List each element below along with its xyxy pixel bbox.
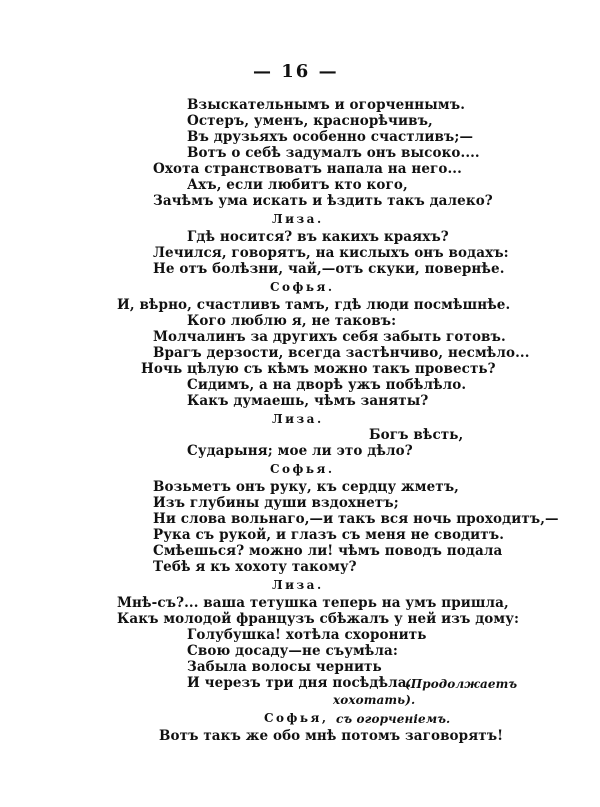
verse-line: Ни слова вольнаго,—и такъ вся ночь проходитъ,—	[153, 511, 559, 527]
speaker-name: Софья.	[270, 280, 335, 294]
verse-line: Въ друзьяхъ особенно счастливъ;—	[187, 129, 474, 145]
verse-line: Охота странствоватъ напала на него...	[153, 161, 462, 177]
verse-line: И черезъ три дня посѣдѣла.	[187, 675, 412, 691]
speaker-name: Лиза.	[272, 212, 324, 226]
verse-line: Тебѣ я къ хохоту такому?	[153, 559, 357, 575]
verse-line: Молчалинъ за другихъ себя забыть готовъ.	[153, 329, 506, 345]
verse-line: Сударыня; мое ли это дѣло?	[187, 443, 413, 459]
verse-line: Лечился, говорятъ, на кислыхъ онъ водахъ:	[153, 245, 509, 261]
stage-direction: (Продолжаетъ	[405, 677, 518, 691]
verse-line: И, вѣрно, счастливъ тамъ, гдѣ люди посмѣшнѣе.	[117, 297, 511, 313]
speaker-name: Софья,	[264, 711, 329, 725]
verse-line: Какъ думаешь, чѣмъ заняты?	[187, 393, 429, 409]
stage-direction: съ огорченіемъ.	[336, 712, 451, 726]
verse-line: Какъ молодой французъ сбѣжалъ у ней изъ дому:	[117, 611, 520, 627]
verse-line: Кого люблю я, не таковъ:	[187, 313, 397, 329]
verse-line: Рука съ рукой, и глазъ съ меня не сводитъ.	[153, 527, 504, 543]
verse-line: Забыла волосы чернить	[187, 659, 382, 675]
verse-line: Богъ вѣсть,	[369, 427, 464, 443]
verse-line: Зачѣмъ ума искать и ѣздить такъ далеко?	[153, 193, 493, 209]
verse-line: Мнѣ-съ?... ваша тетушка теперь на умъ пришла,	[117, 595, 509, 611]
speaker-name: Софья.	[270, 462, 335, 476]
verse-line: Сидимъ, а на дворѣ ужъ побѣлѣло.	[187, 377, 467, 393]
verse-line: Гдѣ носится? въ какихъ краяхъ?	[187, 229, 449, 245]
verse-line: Смѣешься? можно ли! чѣмъ поводъ подала	[153, 543, 503, 559]
verse-line: Врагъ дерзости, всегда застѣнчиво, несмѣло...	[153, 345, 530, 361]
verse-line: Ночь цѣлую съ кѣмъ можно такъ провесть?	[141, 361, 496, 377]
verse-line: Взыскательнымъ и огорченнымъ.	[187, 97, 465, 113]
verse-line: Голубушка! хотѣла схоронить	[187, 627, 427, 643]
verse-line: Ахъ, если любитъ кто кого,	[187, 177, 408, 193]
page-number: — 16 —	[253, 61, 339, 82]
verse-line: Свою досаду—не съумѣла:	[187, 643, 398, 659]
verse-line: Возьметъ онъ руку, къ сердцу жметъ,	[153, 479, 459, 495]
verse-line: Вотъ о себѣ задумалъ онъ высоко....	[187, 145, 480, 161]
speaker-name: Лиза.	[272, 578, 324, 592]
stage-direction: хохотать).	[333, 693, 416, 707]
verse-line: Вотъ такъ же обо мнѣ потомъ заговорятъ!	[159, 728, 504, 744]
verse-line: Изъ глубины души вздохнетъ;	[153, 495, 399, 511]
verse-line: Остеръ, уменъ, краснорѣчивъ,	[187, 113, 433, 129]
speaker-name: Лиза.	[272, 412, 324, 426]
verse-line: Не отъ болѣзни, чай,—отъ скуки, повернѣе.	[153, 261, 505, 277]
